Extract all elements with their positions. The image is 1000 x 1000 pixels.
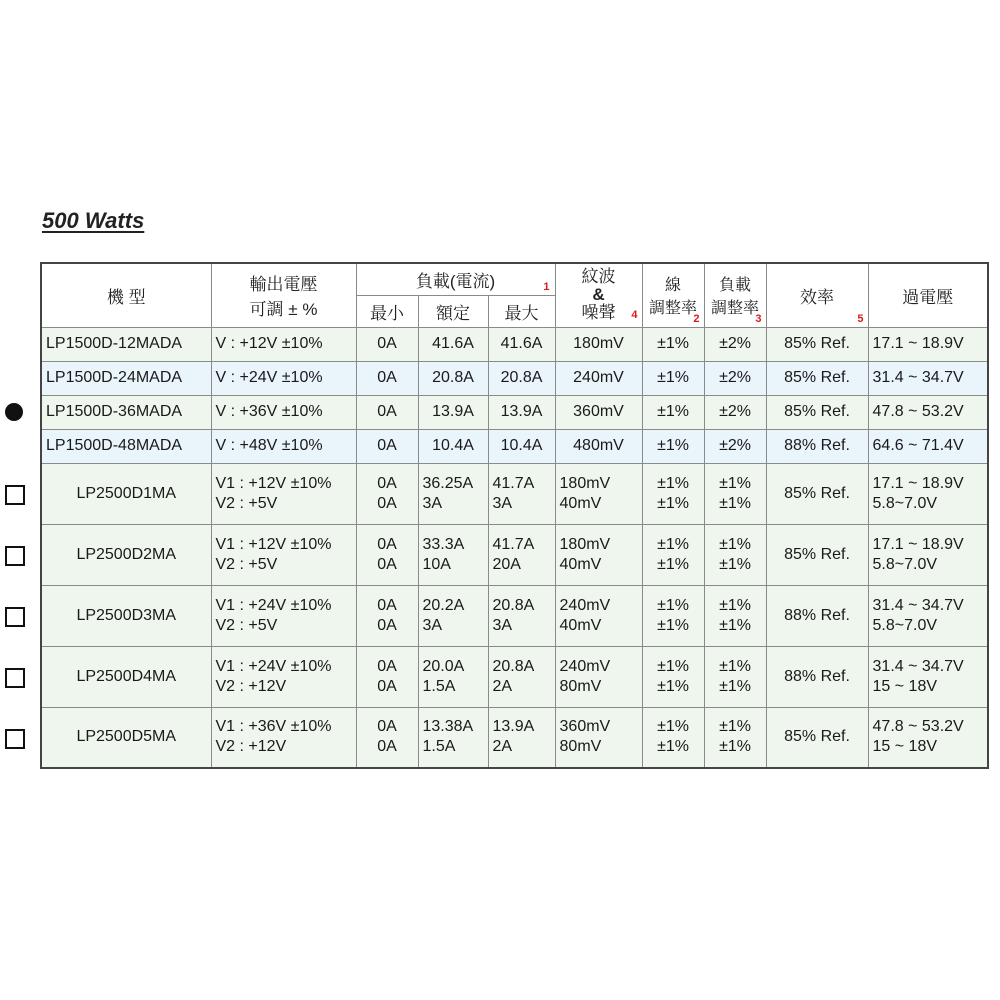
cell-rated [418, 646, 488, 707]
cell-min [356, 524, 418, 585]
cell-line: 40mV [559, 616, 602, 634]
table-row [41, 327, 988, 361]
cell-eff: 85% Ref. [766, 707, 868, 768]
cell-min: 0A [356, 327, 418, 361]
header-ripple-noise [555, 263, 642, 327]
cell-line: ±1% [719, 718, 751, 736]
cell-load: ±2% [704, 395, 766, 429]
cell-line: 0A [377, 718, 397, 736]
header-model: 機 型 [41, 263, 211, 327]
cell-line: 40mV [559, 494, 602, 512]
cell-line: 180mV [559, 535, 611, 553]
cell-line: 40mV [559, 555, 602, 573]
header-output-voltage-line2: 可調 ± % [249, 300, 318, 320]
cell-line: ±1% [657, 718, 689, 736]
cell-max: 20.8A [488, 361, 555, 395]
cell-min [356, 463, 418, 524]
cell-rated [418, 524, 488, 585]
cell-line: 0A [377, 677, 397, 695]
cell-rated: 41.6A [418, 327, 488, 361]
cell-line: 5.8~7.0V [872, 616, 938, 634]
cell-model: LP2500D4MA [41, 646, 211, 707]
cell-load: ±2% [704, 327, 766, 361]
cell-max [488, 707, 555, 768]
cell-line: ±1% [657, 677, 689, 695]
cell-line: ±1% [657, 555, 689, 573]
cell-line: V1 : +12V ±10% [215, 535, 332, 553]
cell-line: V1 : +24V ±10% [215, 596, 332, 614]
cell-max [488, 646, 555, 707]
cell-ripple [555, 646, 642, 707]
cell-line: 1.5A [422, 677, 456, 695]
cell-line: ±1% [657, 738, 689, 756]
cell-load: ±2% [704, 429, 766, 463]
header-output-voltage-line1: 輸出電壓 [249, 275, 318, 295]
cell-rated [418, 707, 488, 768]
cell-ovp [868, 463, 988, 524]
cell-ovp [868, 524, 988, 585]
cell-voltage: V : +48V ±10% [211, 429, 356, 463]
cell-model: LP2500D3MA [41, 585, 211, 646]
cell-ripple [555, 524, 642, 585]
header-line-regulation [642, 263, 704, 327]
cell-load [704, 707, 766, 768]
spec-table [40, 262, 989, 769]
cell-line: ±1% [719, 657, 751, 675]
cell-line: 0A [377, 657, 397, 675]
cell-line: V2 : +12V [215, 677, 287, 695]
table-row [41, 463, 988, 524]
header-ovp: 過電壓 [868, 263, 988, 327]
cell-v [211, 707, 356, 768]
cell-line: ±1% [642, 361, 704, 395]
cell-line: V1 : +24V ±10% [215, 657, 332, 675]
cell-line: 0A [377, 494, 397, 512]
cell-line: 80mV [559, 677, 602, 695]
cell-min [356, 585, 418, 646]
cell-line: 2A [492, 738, 513, 756]
note-5: 5 [857, 312, 864, 325]
cell-line: 36.25A [422, 474, 474, 492]
cell-voltage: V : +12V ±10% [211, 327, 356, 361]
cell-line: 17.1 ~ 18.9V [872, 474, 964, 492]
cell-line: 0A [377, 616, 397, 634]
cell-min: 0A [356, 395, 418, 429]
cell-line: 180mV [559, 474, 611, 492]
cell-line: ±1% [657, 494, 689, 512]
row-checkbox[interactable] [5, 668, 25, 688]
cell-line: V2 : +12V [215, 738, 287, 756]
table-row [41, 524, 988, 585]
cell-line: ±1% [719, 494, 751, 512]
note-3: 3 [755, 312, 762, 325]
cell-line: 33.3A [422, 535, 465, 553]
header-load-current [356, 263, 555, 295]
note-1: 1 [543, 280, 550, 293]
cell-ovp: 31.4 ~ 34.7V [868, 361, 988, 395]
cell-eff: 85% Ref. [766, 463, 868, 524]
cell-min [356, 707, 418, 768]
note-2: 2 [693, 312, 700, 325]
cell-line: 41.7A [492, 535, 535, 553]
cell-load [704, 646, 766, 707]
cell-rated [418, 463, 488, 524]
cell-line: 3A [492, 494, 513, 512]
cell-line: 0A [377, 474, 397, 492]
cell-line [642, 524, 704, 585]
cell-line: 13.38A [422, 718, 474, 736]
cell-eff: 85% Ref. [766, 524, 868, 585]
cell-model: LP2500D2MA [41, 524, 211, 585]
cell-line: 3A [492, 616, 513, 634]
row-radio-selected[interactable] [5, 403, 23, 421]
cell-ripple: 240mV [555, 361, 642, 395]
cell-ripple: 480mV [555, 429, 642, 463]
cell-ripple [555, 463, 642, 524]
table-row [41, 585, 988, 646]
cell-line: ±1% [719, 677, 751, 695]
cell-line: ±1% [657, 535, 689, 553]
cell-line: ±1% [657, 616, 689, 634]
cell-ovp [868, 585, 988, 646]
cell-ovp [868, 707, 988, 768]
cell-line: ±1% [657, 596, 689, 614]
cell-line: V2 : +5V [215, 616, 278, 634]
cell-line: 0A [377, 738, 397, 756]
table-row [41, 361, 988, 395]
cell-model: LP1500D-36MADA [41, 395, 211, 429]
cell-max [488, 463, 555, 524]
cell-eff: 88% Ref. [766, 429, 868, 463]
cell-voltage: V : +36V ±10% [211, 395, 356, 429]
cell-line: 0A [377, 596, 397, 614]
cell-line: ±1% [719, 616, 751, 634]
cell-min: 0A [356, 429, 418, 463]
cell-line [642, 463, 704, 524]
cell-line [642, 707, 704, 768]
header-line-reg-line1: 線 [665, 277, 682, 295]
cell-line: V1 : +36V ±10% [215, 718, 332, 736]
cell-line: 360mV [559, 718, 611, 736]
cell-line: ±1% [657, 657, 689, 675]
cell-line: 31.4 ~ 34.7V [872, 596, 964, 614]
page-title: 500 Watts [42, 208, 145, 233]
cell-ovp: 47.8 ~ 53.2V [868, 395, 988, 429]
cell-max: 41.6A [488, 327, 555, 361]
header-efficiency [766, 263, 868, 327]
cell-line [642, 646, 704, 707]
note-4: 4 [631, 308, 638, 321]
cell-line: ±1% [719, 555, 751, 573]
cell-line: 17.1 ~ 18.9V [872, 535, 964, 553]
cell-line: ±1% [642, 395, 704, 429]
cell-load [704, 524, 766, 585]
cell-line: 5.8~7.0V [872, 494, 938, 512]
cell-line: 240mV [559, 596, 611, 614]
cell-load [704, 463, 766, 524]
cell-eff: 88% Ref. [766, 585, 868, 646]
cell-line: ±1% [719, 474, 751, 492]
cell-rated: 10.4A [418, 429, 488, 463]
cell-line: ±1% [642, 327, 704, 361]
cell-model: LP1500D-48MADA [41, 429, 211, 463]
cell-ovp: 17.1 ~ 18.9V [868, 327, 988, 361]
cell-model: LP1500D-12MADA [41, 327, 211, 361]
cell-line: 240mV [559, 657, 611, 675]
cell-ripple: 360mV [555, 395, 642, 429]
cell-line: 47.8 ~ 53.2V [872, 718, 964, 736]
header-load-reg-line1: 負載 [719, 277, 752, 295]
header-efficiency-label: 效率 [800, 287, 835, 307]
cell-v [211, 585, 356, 646]
cell-eff: 85% Ref. [766, 395, 868, 429]
cell-line: 0A [377, 535, 397, 553]
cell-ripple [555, 585, 642, 646]
cell-line: V2 : +5V [215, 555, 278, 573]
cell-eff: 85% Ref. [766, 361, 868, 395]
cell-line: 1.5A [422, 738, 456, 756]
row-checkbox[interactable] [5, 729, 25, 749]
header-ripple-line3: 噪聲 [581, 303, 616, 323]
header-load-reg-line2: 調整率 [711, 300, 760, 318]
header-ripple-line2: & [592, 285, 605, 305]
cell-line: 20A [492, 555, 521, 573]
cell-eff: 85% Ref. [766, 327, 868, 361]
cell-line: 80mV [559, 738, 602, 756]
cell-line: 13.9A [492, 718, 535, 736]
cell-min: 0A [356, 361, 418, 395]
cell-line: ±1% [719, 596, 751, 614]
cell-rated [418, 585, 488, 646]
cell-min [356, 646, 418, 707]
cell-line: 20.8A [492, 657, 535, 675]
header-load-current-label: 負載(電流) [415, 271, 496, 291]
row-checkbox[interactable] [5, 607, 25, 627]
cell-voltage: V : +24V ±10% [211, 361, 356, 395]
cell-line: V2 : +5V [215, 494, 278, 512]
cell-ripple [555, 707, 642, 768]
row-checkbox[interactable] [5, 485, 25, 505]
cell-load: ±2% [704, 361, 766, 395]
header-load-regulation [704, 263, 766, 327]
cell-load [704, 585, 766, 646]
cell-max [488, 585, 555, 646]
cell-model: LP2500D1MA [41, 463, 211, 524]
cell-line [642, 585, 704, 646]
cell-max [488, 524, 555, 585]
header-min: 最小 [356, 295, 418, 327]
cell-line: 0A [377, 555, 397, 573]
cell-line: ±1% [657, 474, 689, 492]
cell-max: 10.4A [488, 429, 555, 463]
cell-line: 2A [492, 677, 513, 695]
cell-line: 3A [422, 616, 443, 634]
cell-line: ±1% [719, 535, 751, 553]
cell-line: 15 ~ 18V [872, 738, 938, 756]
cell-line: V1 : +12V ±10% [215, 474, 332, 492]
cell-line: ±1% [719, 738, 751, 756]
cell-v [211, 524, 356, 585]
header-output-voltage [211, 263, 356, 327]
cell-line: 5.8~7.0V [872, 555, 938, 573]
header-ripple-line1: 紋波 [581, 267, 616, 287]
cell-line: ±1% [642, 429, 704, 463]
header-max: 最大 [488, 295, 555, 327]
cell-model: LP2500D5MA [41, 707, 211, 768]
cell-line: 41.7A [492, 474, 535, 492]
cell-max: 13.9A [488, 395, 555, 429]
cell-v [211, 646, 356, 707]
header-rated: 額定 [418, 295, 488, 327]
cell-model: LP1500D-24MADA [41, 361, 211, 395]
cell-line: 20.2A [422, 596, 465, 614]
table-row [41, 707, 988, 768]
cell-line: 3A [422, 494, 443, 512]
cell-line: 20.0A [422, 657, 465, 675]
cell-line: 10A [422, 555, 451, 573]
row-checkbox[interactable] [5, 546, 25, 566]
cell-v [211, 463, 356, 524]
cell-eff: 88% Ref. [766, 646, 868, 707]
cell-line: 15 ~ 18V [872, 677, 938, 695]
cell-ovp [868, 646, 988, 707]
cell-ripple: 180mV [555, 327, 642, 361]
cell-rated: 20.8A [418, 361, 488, 395]
table-row [41, 646, 988, 707]
cell-rated: 13.9A [418, 395, 488, 429]
table-row [41, 429, 988, 463]
table-row [41, 395, 988, 429]
header-line-reg-line2: 調整率 [649, 300, 698, 318]
cell-line: 20.8A [492, 596, 535, 614]
cell-line: 31.4 ~ 34.7V [872, 657, 964, 675]
cell-ovp: 64.6 ~ 71.4V [868, 429, 988, 463]
